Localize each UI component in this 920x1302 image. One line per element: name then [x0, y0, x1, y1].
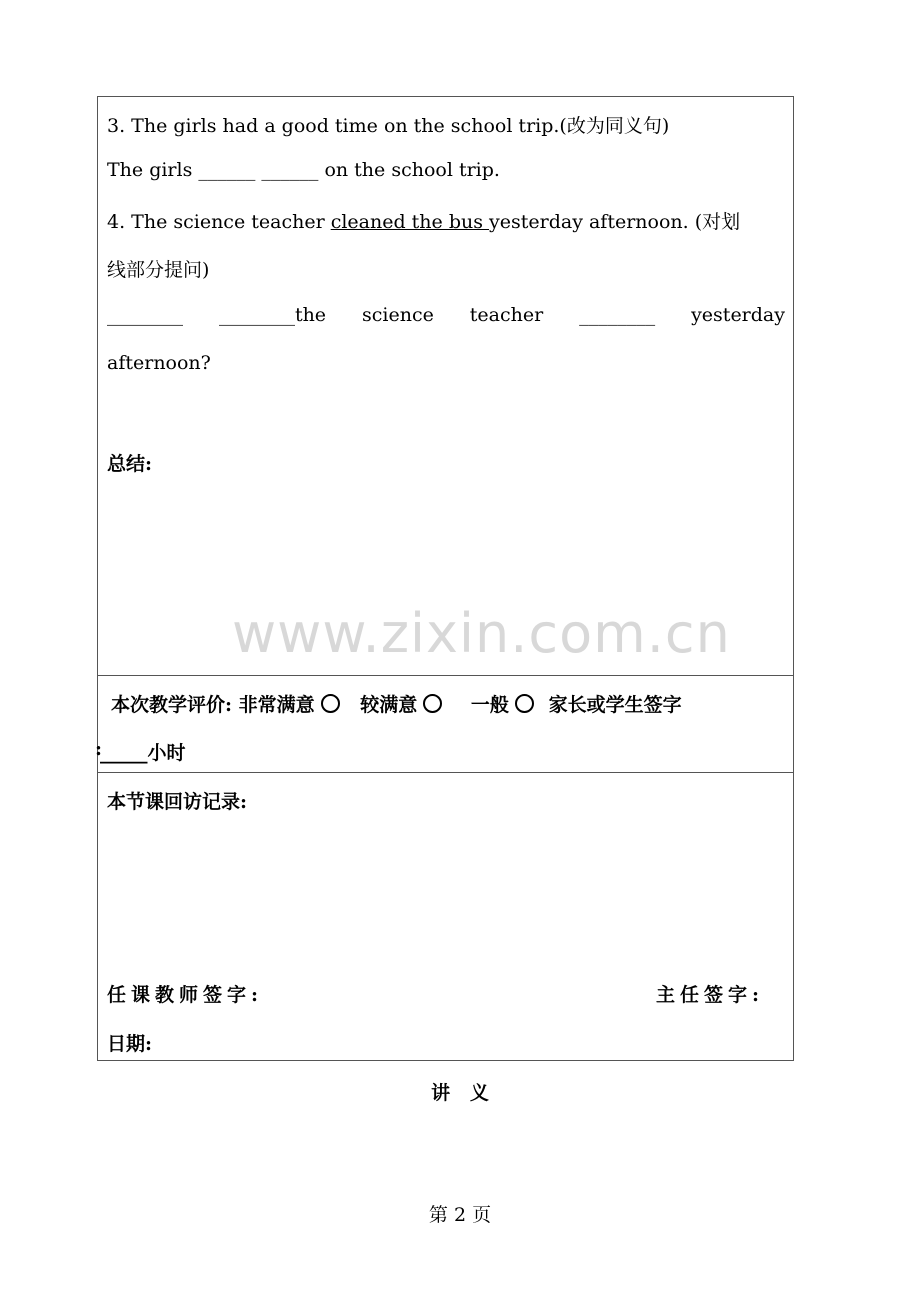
cut-off-char: : — [95, 738, 103, 760]
q4-answer-line — [107, 304, 785, 326]
q4-prefix: 4. The science teacher — [107, 211, 331, 233]
radio-satisfied[interactable] — [423, 694, 442, 713]
radio-very-satisfied[interactable] — [321, 694, 340, 713]
date-label: 日期: — [107, 1033, 153, 1055]
watermark: www.zixin.com.cn — [232, 602, 731, 665]
option-satisfied: 较满意 — [360, 694, 418, 716]
radio-average[interactable] — [515, 694, 534, 713]
row-divider — [98, 675, 793, 676]
option-very-satisfied: 非常满意 — [238, 694, 315, 716]
page-footer: 第 2 页 — [428, 1204, 492, 1226]
q4-prompt — [107, 207, 740, 234]
evaluation-row — [111, 690, 682, 717]
q4-suffix: yesterday afternoon. (对划 — [489, 211, 741, 233]
q4-word-science: science — [362, 304, 434, 326]
worksheet-table — [97, 96, 794, 1061]
director-signature-label: 主任签字: — [656, 984, 765, 1006]
q4-blank-3: ________ — [579, 304, 656, 326]
signature-label: 家长或学生签字 — [548, 694, 682, 716]
handout-title: 讲 义 — [431, 1082, 489, 1104]
q4-word-yesterday: yesterday — [691, 304, 785, 326]
q3-prompt: 3. The girls had a good time on the school trip.(改为同义句) — [107, 115, 670, 137]
q4-prompt-cont: 线部分提问) — [107, 259, 210, 281]
q4-blank-1: ________ — [107, 304, 183, 326]
row-divider — [98, 772, 793, 773]
followup-label: 本节课回访记录: — [107, 791, 248, 813]
hours-line — [100, 738, 186, 765]
q4-underlined-phrase: cleaned the bus — [330, 211, 490, 233]
q3-answer-line: The girls ______ ______ on the school trip. — [107, 159, 500, 181]
teacher-signature-label: 任课教师签字: — [107, 984, 264, 1006]
q4-word-teacher: teacher — [469, 304, 544, 326]
hours-label: 小时 — [147, 742, 186, 764]
summary-label: 总结: — [107, 453, 153, 475]
hours-blank: _____ — [100, 742, 148, 764]
option-average: 一般 — [470, 694, 509, 716]
q4-blank-2: ________the — [218, 304, 327, 326]
q4-answer-end: afternoon? — [107, 352, 211, 374]
evaluation-label: 本次教学评价: — [111, 694, 233, 716]
